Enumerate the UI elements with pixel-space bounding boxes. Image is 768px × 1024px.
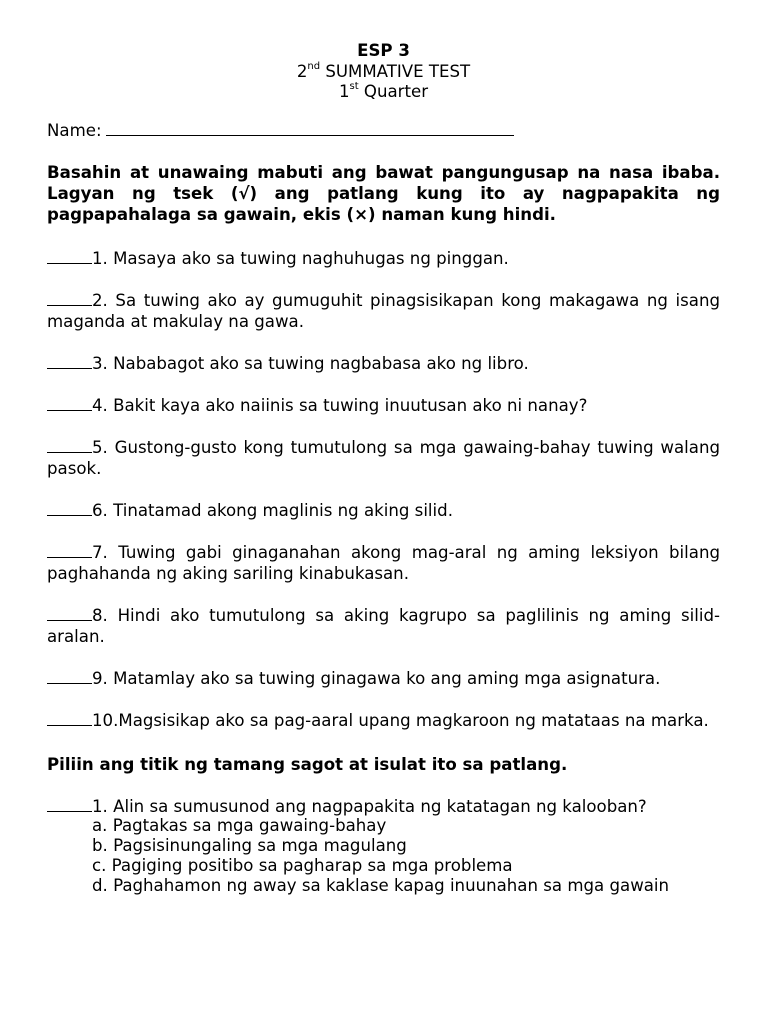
question-text: Alin sa sumusunod ang nagpapakita ng katatagan ng kalooban? bbox=[113, 797, 647, 816]
instruction-part-2: Piliin ang titik ng tamang sagot at isulat ito sa patlang. bbox=[47, 755, 568, 774]
list-item bbox=[47, 605, 720, 647]
subject-title: ESP 3 bbox=[357, 41, 410, 60]
item-text: Nababagot ako sa tuwing nagbabasa ako ng libro. bbox=[113, 354, 529, 373]
item-number: 3. bbox=[92, 354, 114, 373]
answer-blank[interactable] bbox=[47, 291, 92, 306]
item-text: Magsisikap ako sa pag-aaral upang magkaroon ng matataas na marka. bbox=[118, 711, 709, 730]
name-field-row bbox=[47, 120, 720, 141]
item-text: Gustong-gusto kong tumutulong sa mga gawaing-bahay tuwing walang pasok. bbox=[47, 438, 720, 478]
list-item bbox=[47, 290, 720, 332]
list-item bbox=[47, 395, 720, 416]
true-false-items bbox=[47, 248, 720, 731]
question-row bbox=[47, 796, 720, 816]
answer-blank[interactable] bbox=[47, 249, 92, 264]
answer-blank[interactable] bbox=[47, 797, 92, 812]
name-blank[interactable] bbox=[106, 120, 514, 136]
item-number: 8. bbox=[92, 606, 118, 625]
item-text: Tuwing gabi ginaganahan akong mag-aral ng aming leksiyon bilang paghahanda ng aking sariling kinabukasan. bbox=[47, 543, 720, 583]
name-label: Name: bbox=[47, 121, 102, 140]
answer-blank[interactable] bbox=[47, 669, 92, 684]
instruction-part-1: Basahin at unawaing mabuti ang bawat pangungusap na nasa ibaba. Lagyan ng tsek (√) ang patlang kung ito ay nagpapakita ng pagpapahalaga sa gawain, ekis (×) naman kung hindi. bbox=[47, 163, 720, 224]
list-item bbox=[47, 437, 720, 479]
item-text: Sa tuwing ako ay gumuguhit pinagsisikapan kong makagawa ng isang maganda at makulay na gawa. bbox=[47, 291, 720, 331]
answer-blank[interactable] bbox=[47, 438, 92, 453]
choice-a: a. Pagtakas sa mga gawaing-bahay bbox=[92, 816, 387, 835]
test-page bbox=[47, 40, 720, 896]
list-item bbox=[47, 668, 720, 689]
answer-blank[interactable] bbox=[47, 711, 92, 726]
answer-blank[interactable] bbox=[47, 501, 92, 516]
list-item bbox=[47, 710, 720, 731]
choice-list bbox=[92, 816, 720, 896]
choice-b: b. Pagsisinungaling sa mga magulang bbox=[92, 836, 407, 855]
list-item bbox=[47, 500, 720, 521]
item-number: 2. bbox=[92, 291, 116, 310]
item-number: 9. bbox=[92, 669, 114, 688]
item-number: 6. bbox=[92, 501, 114, 520]
answer-blank[interactable] bbox=[47, 396, 92, 411]
item-text: Tinatamad akong maglinis ng aking silid. bbox=[113, 501, 453, 520]
item-text: Masaya ako sa tuwing naghuhugas ng pinggan. bbox=[113, 249, 509, 268]
item-number: 7. bbox=[92, 543, 119, 562]
item-number: 5. bbox=[92, 438, 115, 457]
item-number: 1. bbox=[92, 249, 114, 268]
test-header bbox=[47, 40, 720, 101]
answer-blank[interactable] bbox=[47, 543, 92, 558]
choice-d: d. Paghahamon ng away sa kaklase kapag inuunahan sa mga gawain bbox=[92, 876, 670, 895]
test-title: 2nd SUMMATIVE TEST bbox=[296, 61, 471, 81]
item-number: 4. bbox=[92, 396, 114, 415]
choice-c: c. Pagiging positibo sa pagharap sa mga problema bbox=[92, 856, 513, 875]
item-number: 10. bbox=[92, 711, 119, 730]
multiple-choice-question bbox=[47, 796, 720, 896]
question-number: 1. bbox=[92, 797, 114, 816]
answer-blank[interactable] bbox=[47, 606, 92, 621]
list-item bbox=[47, 353, 720, 374]
quarter-label: 1st Quarter bbox=[338, 81, 429, 101]
list-item bbox=[47, 542, 720, 584]
list-item bbox=[47, 248, 720, 269]
item-text: Bakit kaya ako naiinis sa tuwing inuutusan ako ni nanay? bbox=[113, 396, 588, 415]
item-text: Hindi ako tumutulong sa aking kagrupo sa paglilinis ng aming silid-aralan. bbox=[47, 606, 720, 646]
answer-blank[interactable] bbox=[47, 354, 92, 369]
item-text: Matamlay ako sa tuwing ginagawa ko ang aming mga asignatura. bbox=[113, 669, 661, 688]
